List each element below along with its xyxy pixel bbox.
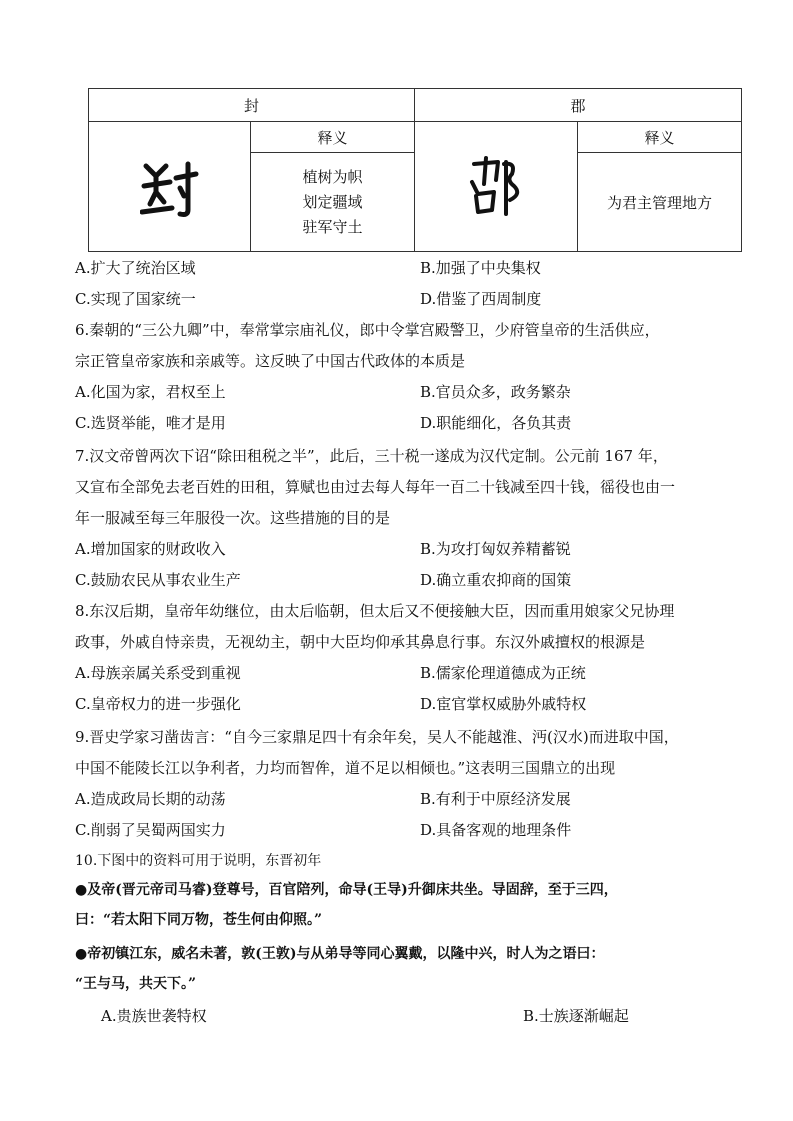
- q9-option-b: B.有利于中原经济发展: [420, 790, 571, 808]
- feng-header: 封: [89, 89, 415, 122]
- q6-option-c: C.选贤举能，唯才是用: [75, 414, 226, 432]
- q6-stem-line1: 6.秦朝的“三公九卿”中，奉常掌宗庙礼仪，郎中令掌宫殿警卫，少府管皇帝的生活供应，: [75, 321, 660, 339]
- q5-option-d: D.借鉴了西周制度: [420, 290, 542, 308]
- q9-option-c: C.削弱了吴蜀两国实力: [75, 821, 226, 839]
- q7-stem-line1: 7.汉文帝曾两次下诏“除田租税之半”，此后，三十税一遂成为汉代定制。公元前 167 年，: [75, 447, 668, 465]
- q9-stem-line2: 中国不能陵长江以争利者，力均而智侔，道不足以相倾也。”这表明三国鼎立的出现: [75, 759, 616, 777]
- q10-option-a: A.贵族世袭特权: [101, 1007, 207, 1025]
- jun-meaning: 为君主管理地方: [578, 153, 742, 252]
- q7-stem-line3: 年一服减至每三年服役一次。这些措施的目的是: [75, 509, 391, 527]
- q7-stem-line2: 又宣布全部免去老百姓的田租，算赋也由过去每人每年一百二十钱减至四十钱，徭役也由一: [75, 478, 676, 496]
- feng-meaning-item: 植树为帜: [302, 167, 363, 186]
- q9-option-d: D.具备客观的地理条件: [420, 821, 572, 839]
- feng-seal-glyph: [89, 122, 251, 252]
- q9-stem-line1: 9.晋史学家习凿齿言：“自今三家鼎足四十有余年矣，吴人不能越淮、沔(汉水)而进取中国，: [75, 728, 679, 746]
- q6-stem-line2: 宗正管皇帝家族和亲戚等。这反映了中国古代政体的本质是: [75, 352, 466, 370]
- q10-material1-line2: 曰：“若太阳下同万物，苍生何由仰照。”: [75, 912, 323, 928]
- jun-seal-glyph: [415, 122, 578, 252]
- q8-stem-line1: 8.东汉后期，皇帝年幼继位，由太后临朝，但太后又不便接触大臣，因而重用娘家父兄协理: [75, 602, 675, 620]
- q9-option-a: A.造成政局长期的动荡: [75, 790, 226, 808]
- feng-jun-table: [88, 88, 742, 252]
- q7-option-c: C.鼓励农民从事农业生产: [75, 571, 241, 589]
- q10-stem: 10.下图中的资料可用于说明，东晋初年: [75, 853, 322, 869]
- q10-material1-line1: ●及帝(晋元帝司马睿)登尊号，百官陪列，命导(王导)升御床共坐。导固辞，至于三四，: [75, 882, 618, 898]
- q6-option-a: A.化国为家，君权至上: [75, 383, 226, 401]
- jun-header: 郡: [415, 89, 742, 122]
- q10-material2-line1: ●帝初镇江东，威名未著，敦(王敦)与从弟导等同心翼戴，以隆中兴，时人为之语曰：: [75, 946, 605, 962]
- q8-option-d: D.宦官掌权威胁外戚特权: [420, 695, 587, 713]
- q10-option-b: B.士族逐渐崛起: [523, 1007, 629, 1025]
- q7-option-a: A.增加国家的财政收入: [75, 540, 226, 558]
- q5-option-c: C.实现了国家统一: [75, 290, 196, 308]
- feng-meaning-header: 释义: [251, 122, 415, 153]
- feng-meaning-item: 驻军守土: [302, 217, 363, 236]
- q8-option-a: A.母族亲属关系受到重视: [75, 664, 241, 682]
- q8-option-c: C.皇帝权力的进一步强化: [75, 695, 241, 713]
- q5-option-a: A.扩大了统治区域: [75, 259, 196, 277]
- q8-option-b: B.儒家伦理道德成为正统: [420, 664, 586, 682]
- q7-option-b: B.为攻打匈奴养精蓄锐: [420, 540, 571, 558]
- q10-material2-line2: “王与马，共天下。”: [75, 976, 197, 992]
- jun-seal-script-icon: [468, 154, 524, 220]
- feng-seal-script-icon: [140, 152, 200, 222]
- q7-option-d: D.确立重农抑商的国策: [420, 571, 572, 589]
- q6-option-b: B.官员众多，政务繁杂: [420, 383, 571, 401]
- q6-option-d: D.职能细化，各负其责: [420, 414, 572, 432]
- jun-meaning-header: 释义: [578, 122, 742, 153]
- feng-meanings: [251, 153, 415, 252]
- q5-option-b: B.加强了中央集权: [420, 259, 541, 277]
- q8-stem-line2: 政事，外戚自恃亲贵，无视幼主，朝中大臣均仰承其鼻息行事。东汉外戚擅权的根源是: [75, 633, 646, 651]
- feng-meaning-item: 划定疆域: [302, 192, 363, 211]
